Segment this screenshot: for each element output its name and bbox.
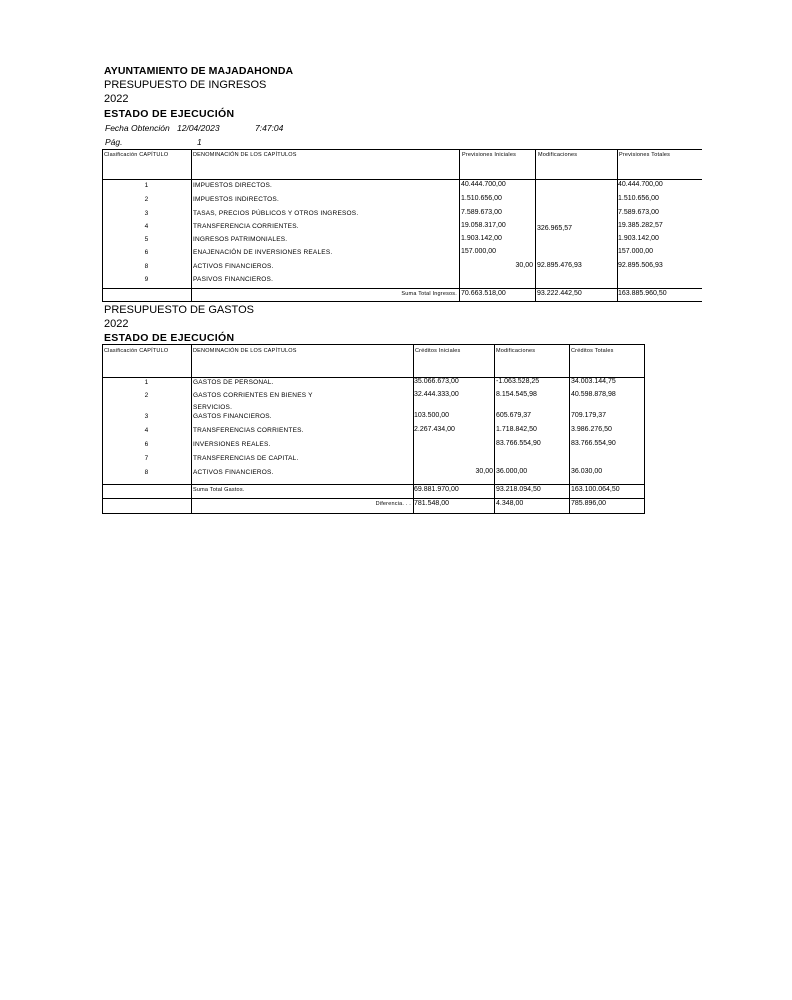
income-table: Clasificación CAPÍTULO DENOMINACIÓN DE LOS CAPÍTULOS Previsiones Iniciales Modificaciones Previsiones Totales 1 IMPUESTOS DIRECTOS. 40.444.700,00 40.444.700,00 2 IMPUESTOS INDIRECTOS. 1.510.656,00 1.510.656,00 3 TASAS, PRECIOS PÚBLICOS Y OTROS INGRESOS. 7.589.673,00 7.589.673,00 4 TRANSFERENCIA CORRIENTES. 19.058.317,00 326.965,57 19.385.282,57 5 INGRESOS PATRIMONIALES. 1.903.142,00 1.903.142,00 6 ENAJENACIÓN DE INVERSIONES REALES. 157.000,00 157.000,00 8 ACTIVOS FINANCIEROS. 30,00 92.895.476,93 92.895.506,93 9 PASIVOS FINANCIEROS. Suma Total Ingresos. 70.663.518,00 93.222.442,50 163.885.960,50	[102, 149, 645, 303]
expenses-title: PRESUPUESTO DE GASTOS	[104, 304, 254, 316]
time-value: 7:47:04	[255, 123, 284, 133]
entity-name: AYUNTAMIENTO DE MAJADAHONDA	[104, 65, 294, 77]
income-col-initial: Previsiones Iniciales	[462, 152, 517, 158]
expenses-status: ESTADO DE EJECUCIÓN	[104, 332, 235, 344]
income-title: PRESUPUESTO DE INGRESOS	[104, 79, 267, 91]
date-value: 12/04/2023	[177, 123, 220, 133]
page-label: Pág.	[105, 137, 123, 147]
expenses-col-initial: Créditos Iniciales	[415, 348, 461, 354]
expenses-col-name: DENOMINACIÓN DE LOS CAPÍTULOS	[193, 348, 297, 354]
income-year: 2022	[104, 93, 129, 105]
expenses-year: 2022	[104, 318, 129, 330]
expenses-col-total: Créditos Totales	[571, 348, 614, 354]
expenses-col-mod: Modificaciones	[496, 348, 536, 354]
income-col-name: DENOMINACIÓN DE LOS CAPÍTULOS	[193, 152, 297, 158]
income-col-total: Previsiones Totales	[619, 152, 671, 158]
expenses-table: Clasificación CAPÍTULO DENOMINACIÓN DE LOS CAPÍTULOS Créditos Iniciales Modificaciones Créditos Totales 1 GASTOS DE PERSONAL. 35.066.673,00 -1.063.528,25 34.003.144,75 2 GASTOS CORRIENTES EN BIENES Y SERVICIOS. 32.444.333,00 8.154.545,98 40.598.878,98 3 GASTOS FINANCIEROS. 103.500,00 605.679,37 709.179,37 4 TRANSFERENCIAS CORRIENTES. 2.267.434,00 1.718.842,50 3.986.276,50 6 INVERSIONES REALES. 83.766.554,90 83.766.554,90 7 TRANSFERENCIAS DE CAPITAL. 8 ACTIVOS FINANCIEROS. 30,00 36.000,00 36.030,00 Suma Total Gastos. 69.881.970,00 93.218.094,50 163.100.064,50 Diferencia. . . 781.548,00 4.348,00 785.896,00	[102, 344, 646, 516]
page-number: 1	[197, 137, 202, 147]
income-col-mod: Modificaciones	[538, 152, 578, 158]
income-col-class: Clasificación CAPÍTULO	[104, 152, 169, 158]
income-status: ESTADO DE EJECUCIÓN	[104, 108, 235, 120]
date-label: Fecha Obtención	[105, 123, 170, 133]
expenses-col-class: Clasificación CAPÍTULO	[104, 348, 169, 354]
